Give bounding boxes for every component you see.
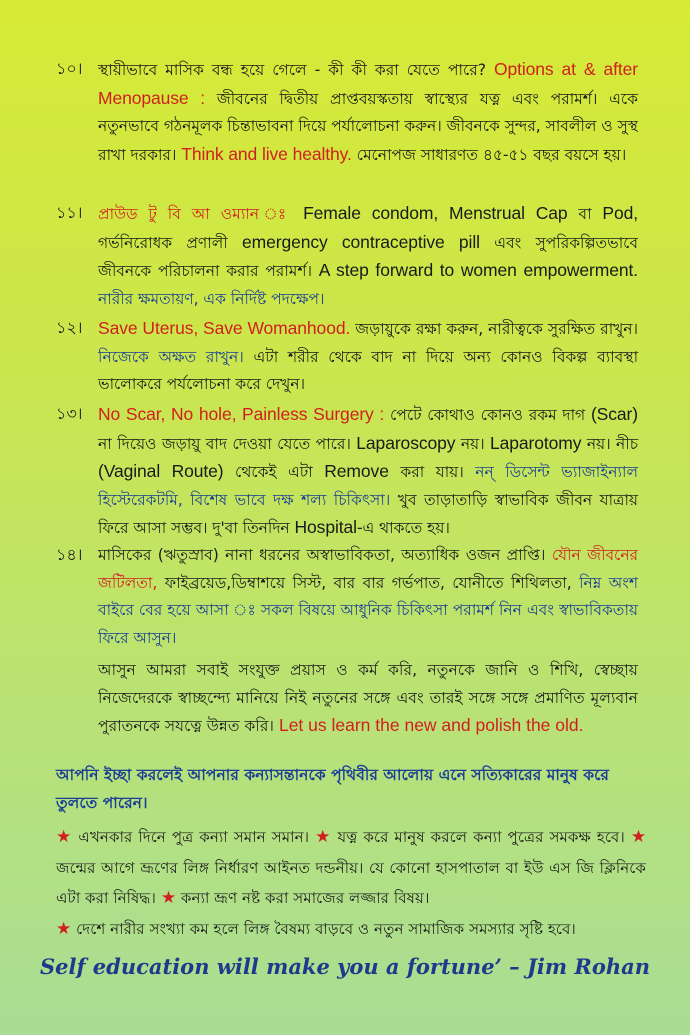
item-14 [58,542,638,652]
text-run: No Scar, No hole, Painless Surgery : [98,404,385,424]
closing-bengali: আসুন আমরা সবাই সংযুক্ত প্রয়াস ও কর্ম করি, নতুনকে জানি ও শিখি, স্বেচ্ছায় নিজেদেরকে স্বাচ্ছন্দ্যে মানিয়ে নিই নতুনের সঙ্গে এবং তারই সঙ্গে সঙ্গে প্রমাণিত মূল্যবান পুরাতনকে সযত্নে উন্নত করি। [98,661,638,735]
item-10 [58,56,638,169]
star-points [56,822,646,944]
item-text [98,401,638,543]
text-run: Female condom, Menstrual Cap [292,203,579,223]
text-run: খুব তাড়াতাড়ি স্বাভাবিক জীবন যাত্রায় ফিরে আসা সম্ভব। দু'বা তিনদিন [98,490,638,537]
text-run: স্থায়ীভাবে মাসিক বন্ধ হয়ে গেলে - কী কী করা যেতে পারে? [98,61,494,79]
item-12 [58,315,638,399]
text-run: Pod, [591,203,638,223]
star-icon: ★ [315,827,332,847]
text-run: নন্ ডিসেন্ট ভ্যাজাইন্যাল হিস্টেরেকটমি, বিশেষ ভাবে দক্ষ শল্য চিকিৎসা। [98,463,638,509]
text-run: Think and live healthy. [181,143,352,164]
closing-paragraph [98,657,638,741]
star-point: যত্ন করে মানুষ করলে কন্যা পুত্রের সমকক্ষ হবে। [337,828,625,846]
text-run: emergency contraceptive pill [242,231,480,252]
text-run: যৌন জীবনের জটিলতা, [98,546,639,592]
closing-english: Let us learn the new and polish the old. [278,715,584,735]
item-text [98,56,638,169]
text-run: প্রাউড টু বি আ ওম্যান ঃ [98,205,293,223]
star-point: কন্যা ভ্রূণ নষ্ট করা সমাজের লজ্জার বিষয়। [180,889,430,907]
text-run: Options at & after Menopause : [98,59,638,108]
text-run: Laparoscopy [356,432,456,453]
text-run: পেটে কোথাও কোনও রকম দাগ [384,406,591,424]
text-run: জীবনের দ্বিতীয় প্রাপ্তবয়স্কতায় স্বাস্থ্যের যত্ন এবং পরামর্শ। একে নতুনভাবে গঠনমূলক চিন্তাভাবনা দিয়ে পর্যালোচনা করুন। জীবনকে সুন্দর, সাবলীল ও সুস্থ রাখা দরকার। [98,89,638,164]
star-point: জন্মের আগে ভ্রূণের লিঙ্গ নির্ধারণ আইনত দন্ডনীয়। যে কোনো হাসপাতাল বা ইউ এস জি ক্লিনিকে এটা করা নিষিদ্ধ। [56,858,646,907]
text-run: করা যায়। [388,463,476,481]
text-run: গর্ভনিরোধক প্রণালী [98,233,243,252]
item-text [98,200,638,313]
star-icon: ★ [56,918,72,939]
item-text [98,542,638,652]
text-run: A step forward to women empowerment. [318,260,638,280]
item-13 [58,401,638,543]
star-icon: ★ [630,827,647,847]
item-number: ১০। [56,59,83,78]
text-run: না দিয়েও জড়ায়ু বাদ দেওয়া যেতে পারে। [98,434,357,453]
item-number: ১২। [56,318,83,337]
text-run: নারীর ক্ষমতায়ণ, এক নির্দিষ্ট পদক্ষেপ। [98,289,325,308]
text-run: (Vaginal Route) [98,461,224,481]
highlight-message: আপনি ইচ্ছা করলেই আপনার কন্যাসন্তানকে পৃথিবীর আলোয় এনে সত্যিকারের মানুষ করে তুলতে পারেন। [56,766,609,812]
text-run: (Scar) [590,404,638,424]
text-run: -এ থাকতে হয়। [356,519,450,537]
star-point: এখনকার দিনে পুত্র কন্যা সমান সমান। [78,828,310,846]
text-run: Hospital [294,517,357,537]
quote: Self education will make you a fortune’ – Jim Rohan [39,954,651,979]
text-run: থেকেই এটা [223,463,325,481]
item-text [98,315,638,399]
text-run: মাসিকের (ঋতুস্রাব) নানা ধরনের অস্বাভাবিকতা, অত্যাধিক ওজন প্রাপ্তি। [98,546,552,564]
text-run: Laparotomy [490,432,582,453]
text-run: নিজেকে অক্ষত রাখুন। [98,347,244,366]
item-11 [58,200,638,313]
star-point: দেশে নারীর সংখ্যা কম হলে লিঙ্গ বৈষম্য বাড়বে ও নতুন সামাজিক সমস্যার সৃষ্টি হবে। [76,919,576,938]
text-run: নিম্ন অংশ বাইরে বের হয়ে আসা ঃ সকল বিষয়ে আধুনিক চিকিৎসা পরামর্শ নিন এবং স্বাভাবিকতায় ফিরে আসুন। [98,573,638,647]
text-run: নয়। নীচ [581,434,639,453]
item-number: ১১। [56,203,83,222]
text-run: এটা শরীর থেকে বাদ না দিয়ে অন্য কোনও বিকল্প ব্যাবস্থা ভালোকরে পর্যলোচনা করে দেখুন। [98,347,638,393]
text-run: Remove [324,461,389,481]
star-icon: ★ [160,888,177,908]
text-run: ফাইব্রয়েড,ডিম্বাশয়ে সিস্ট, বার বার গর্ভপাত, যোনীতে শিথিলতা, [157,573,580,592]
text-run: এবং সুপরিকল্পিতভাবে জীবনকে পরিচালনা করার পরামর্শ। [98,233,638,280]
item-number: ১৪। [56,545,83,564]
text-run: Save Uterus, Save Womanhood. [98,318,351,338]
text-run: বা [578,205,592,223]
item-number: ১৩। [56,404,83,423]
text-run: নয়। [455,434,491,453]
text-run: মেনোপজ সাধারণত ৪৫-৫১ বছর বয়সে হয়। [351,145,627,164]
star-icon: ★ [56,827,73,847]
text-run: জড়ায়ুকে রক্ষা করুন, নারীত্বকে সুরক্ষিত রাখুন। [350,320,638,338]
